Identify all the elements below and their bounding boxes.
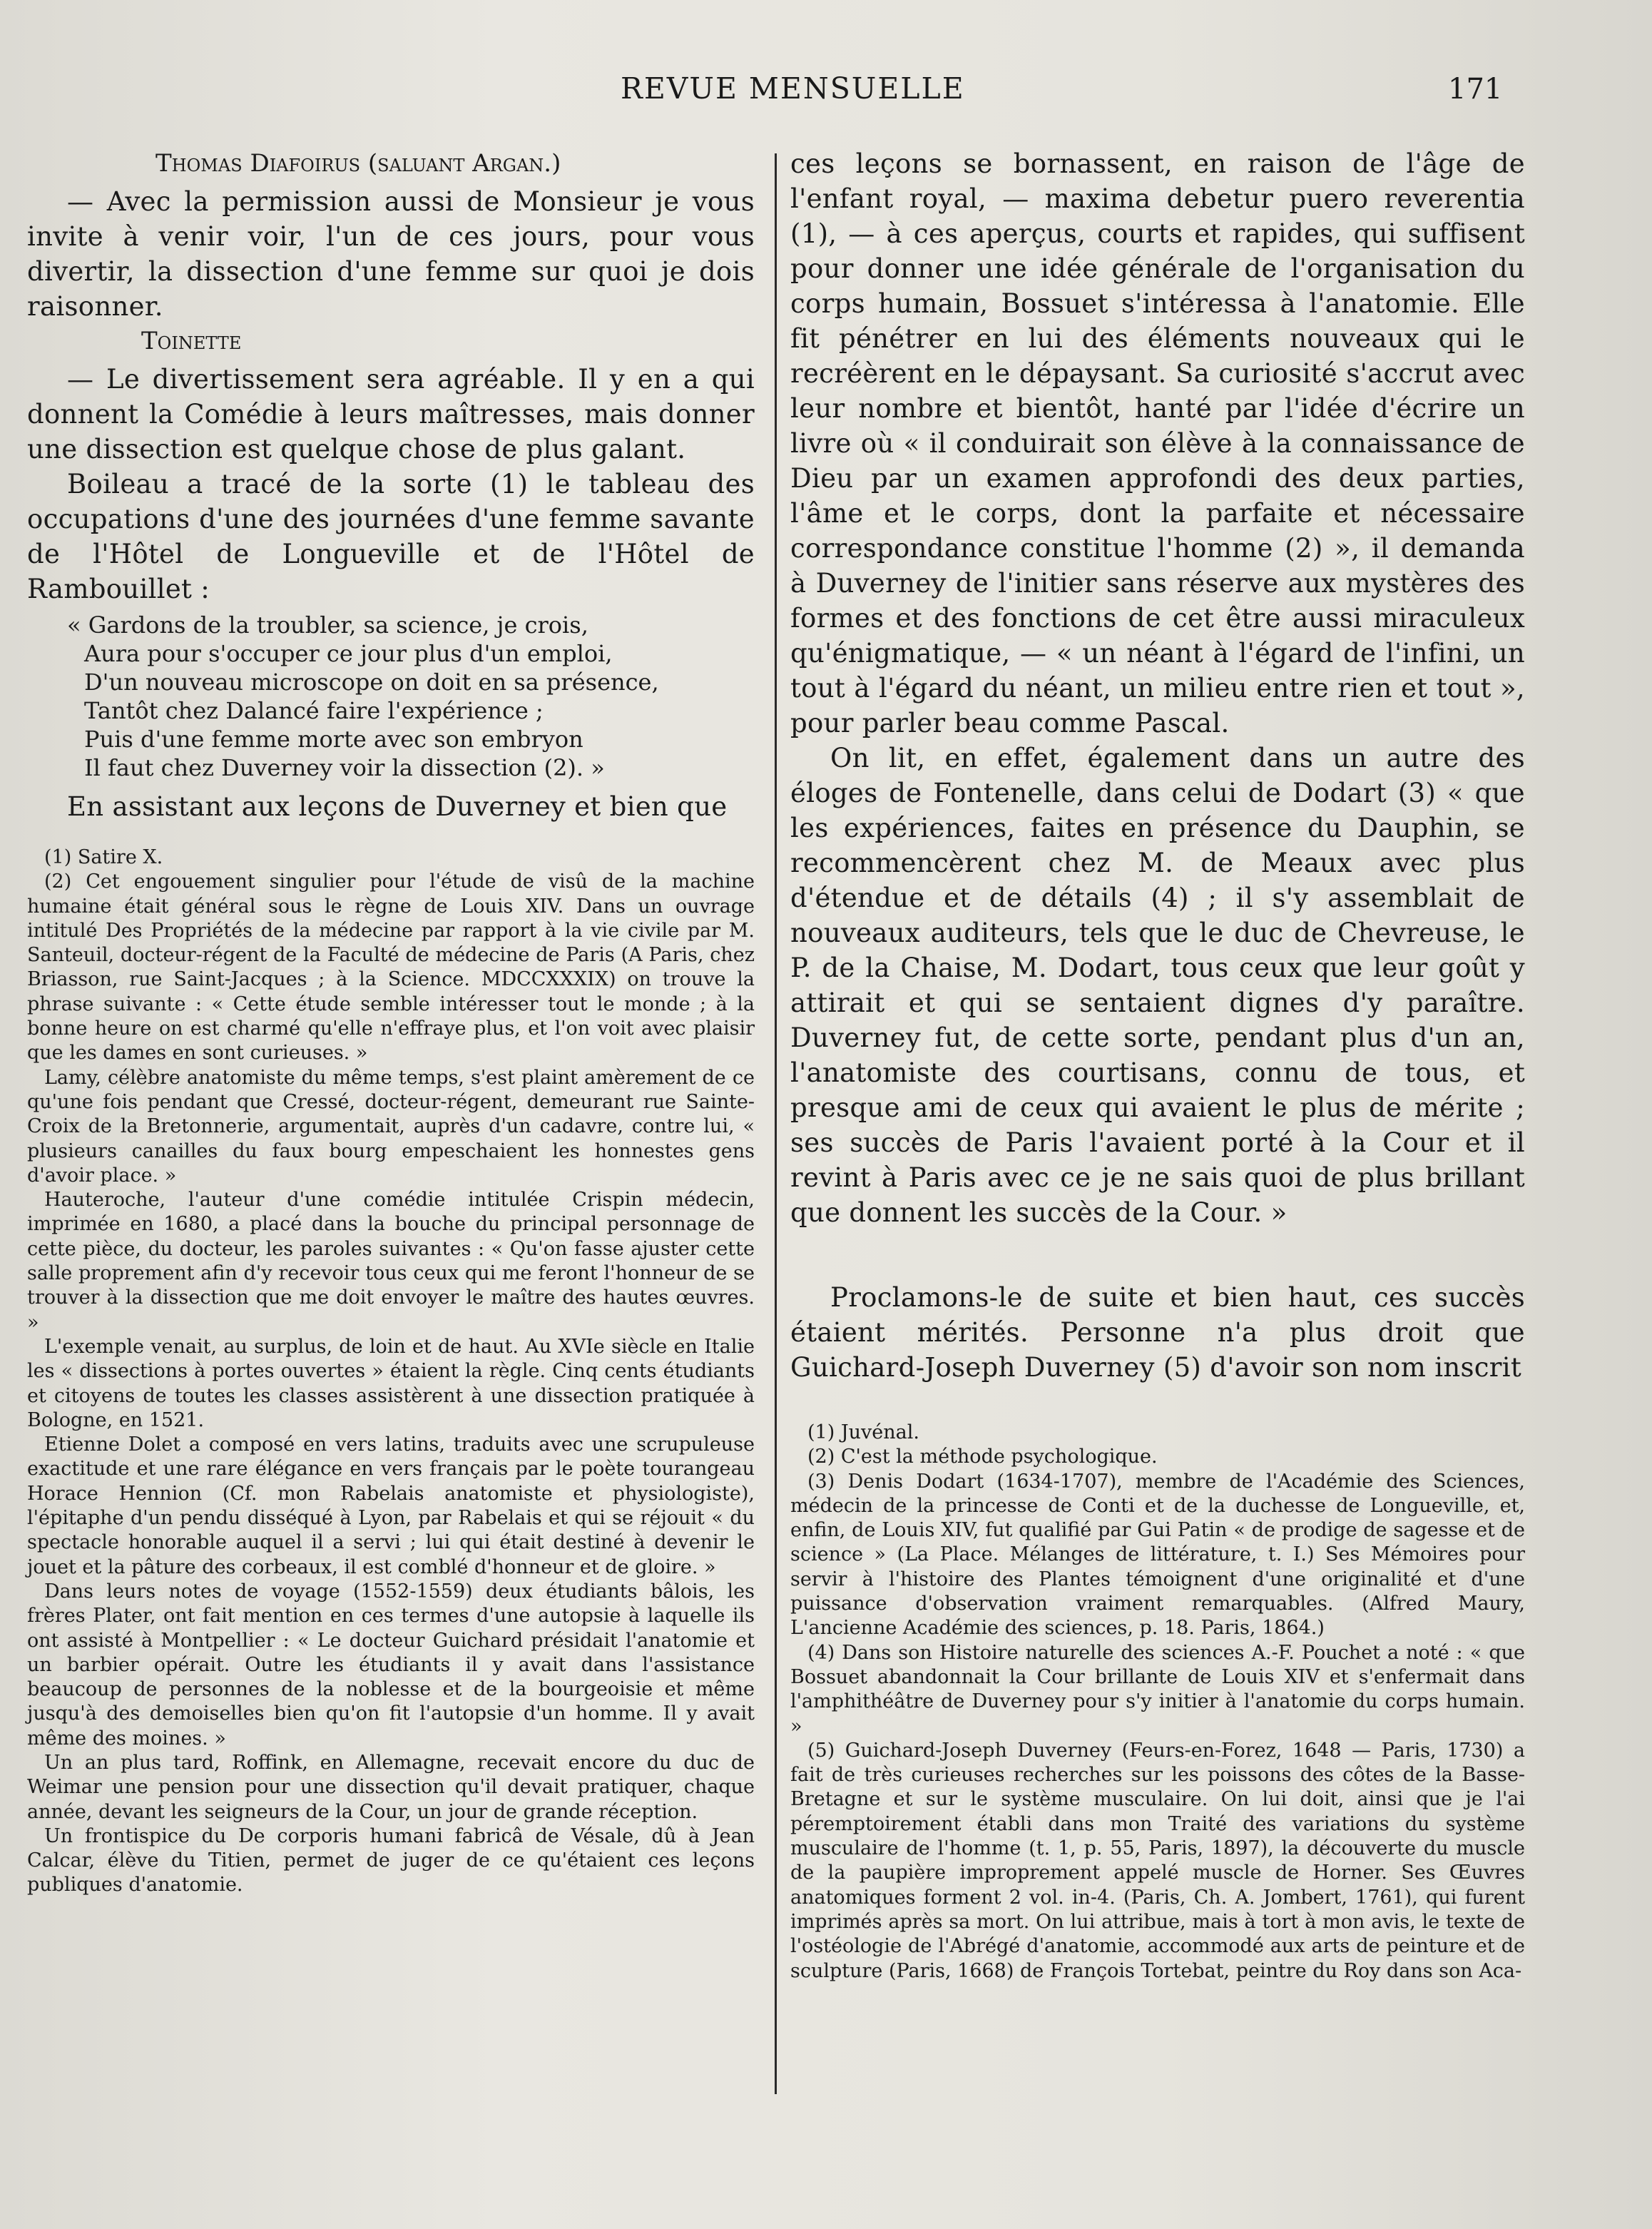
page-header	[0, 66, 1652, 116]
verse-line: Il faut chez Duverney voir la dissection (2). »	[84, 754, 605, 781]
footnote: Un frontispice du De corporis humani fabricâ de Vésale, dû à Jean Calcar, élève du Titien, permet de juger de ce qu'étaient ces leçons publiques d'anatomie.	[27, 1824, 755, 1897]
right-footnotes	[790, 1421, 1525, 1984]
footnote: (2) Cet engouement singulier pour l'étude de visû de la machine humaine était général sous le règne de Louis XIV. Dans un ouvrage intitulé Des Propriétés de la médecine par rapport à la vie civile par M. Santeuil, docteur-régent de la Faculté de médecine de Paris (A Paris, chez Briasson, rue Saint-Jacques ; à la Science. MDCCXXXIX) on trouve la phrase suivante : « Cette étude semble intéresser tout le monde ; à la bonne heure on est charmé qu'elle n'effraye plus, et l'on voit avec plaisir que les dames en sont curieuses. »	[27, 870, 755, 1065]
paragraph-boileau: Boileau a tracé de la sorte (1) le tableau des occupations d'une des journées d'une femme savante de l'Hôtel de Longueville et de l'Hôtel de Rambouillet :	[27, 469, 755, 604]
right-column	[790, 146, 1525, 1984]
footnote: (3) Denis Dodart (1634-1707), membre de l'Académie des Sciences, médecin de la princesse de Conti et de la duchesse de Longueville, et, enfin, de Louis XIV, fut qualifié par Gui Patin « de prodige de sagesse et de science » (La Place. Mélanges de littérature, t. I.) Ses Mémoires pour servir à l'histoire des Plantes témoignent d'une originalité et d'une puissance d'observation vraiment remarquables. (Alfred Maury, L'ancienne Académie des sciences, p. 18. Paris, 1864.)	[790, 1470, 1525, 1640]
footnote: (1) Satire X.	[44, 846, 163, 868]
running-title: REVUE MENSUELLE	[621, 71, 965, 106]
boileau-verse	[67, 611, 755, 782]
left-column	[27, 146, 755, 1898]
paragraph-proclamons: Proclamons-le de suite et bien haut, ces succès étaient mérités. Personne n'a plus droit que Guichard-Joseph Duverney (5) d'avoir son nom inscrit	[790, 1282, 1525, 1383]
footnote: Hauteroche, l'auteur d'une comédie intitulée Crispin médecin, imprimée en 1680, a placé dans la bouche du principal personnage de cette pièce, du docteur, les paroles suivantes : « Qu'on fasse ajuster cette salle proprement afin d'y recevoir tous ceux qui me feront l'honneur de se trouver à la dissection que me doit envoyer le maître des hautes œuvres. »	[27, 1189, 755, 1334]
section-gap	[790, 1230, 1525, 1280]
verse-line: D'un nouveau microscope on doit en sa présence,	[84, 669, 659, 696]
paragraph-duverney-lessons: En assistant aux leçons de Duverney et bien que	[67, 791, 728, 822]
verse-line: Puis d'une femme morte avec son embryon	[84, 726, 583, 753]
footnote: (4) Dans son Histoire naturelle des sciences A.-F. Pouchet a noté : « que Bossuet abandonnait la Cour brillante de Louis XIV et s'enfermait dans l'amphithéâtre de Duverney pour s'y initier à l'anatomie du corps humain. »	[790, 1641, 1525, 1737]
footnote: Lamy, célèbre anatomiste du même temps, s'est plaint amèrement de ce qu'une fois pendant que Cressé, docteur-régent, demeurant rue Sainte-Croix de la Bretonnerie, argumentait, auprès d'un cadavre, contre lui, « plusieurs canailles du faux bourg empeschaient les honnestes gens d'avoir place. »	[27, 1066, 755, 1187]
left-footnotes	[27, 846, 755, 1898]
footnote: Etienne Dolet a composé en vers latins, traduits avec une scrupuleuse exactitude et une rare élégance en vers français par le poète tourangeau Horace Hennion (Cf. mon Rabelais anatomiste et physiologiste), l'épitaphe d'un pendu disséqué à Lyon, par Rabelais et qui se réjouit « du spectacle honorable auquel il a servi ; lui qui était destiné à devenir le jouet et la pâture des corbeaux, il est comblé d'honneur et de gloire. »	[27, 1433, 755, 1578]
speech-diafoirus: — Avec la permission aussi de Monsieur je vous invite à venir voir, l'un de ces jours, pour vous divertir, la dissection d'une femme sur quoi je dois raisonner.	[27, 186, 755, 322]
speaker-toinette: Toinette	[141, 327, 242, 355]
footnote: (5) Guichard-Joseph Duverney (Feurs-en-Forez, 1648 — Paris, 1730) a fait de très curieuses recherches sur les poissons des côtes de la Basse-Bretagne et sur le système musculaire. On lui doit, ainsi que je l'ai péremptoirement établi dans mon Traité des variations du système musculaire de l'homme (t. 1, p. 55, Paris, 1897), la découverte du muscle de la paupière improprement appelé muscle de Horner. Ses Œuvres anatomiques forment 2 vol. in-4. (Paris, Ch. A. Jombert, 1761), qui furent imprimés après sa mort. On lui attribue, mais à tort à mon avis, le texte de l'ostéologie de l'Abrégé d'anatomie, accommodé aux arts de peinture et de sculpture (Paris, 1668) de François Tortebat, peintre du Roy dans son Aca-	[790, 1739, 1525, 1982]
speaker-diafoirus: Thomas Diafoirus (saluant Argan.)	[155, 149, 561, 178]
verse-line: Tantôt chez Dalancé faire l'expérience ;	[84, 697, 544, 724]
footnote: Un an plus tard, Roffink, en Allemagne, recevait encore du duc de Weimar une pension pour une dissection qu'il devait pratiquer, chaque année, devant les seigneurs de la Cour, un jour de grande réception.	[27, 1751, 755, 1823]
paragraph-bossuet: ces leçons se bornassent, en raison de l'âge de l'enfant royal, — maxima debetur puero reverentia (1), — à ces aperçus, courts et rapides, qui suffisent pour donner une idée générale de l'organisation du corps humain, Bossuet s'intéressa à l'anatomie. Elle fit pénétrer en lui des éléments nouveaux qui le recréèrent en le dépaysant. Sa curiosité s'accrut avec leur nombre et bientôt, hanté par l'idée d'écrire un livre où « il conduirait son élève à la connaissance de Dieu par un examen approfondi des deux parties, l'âme et le corps, dont la parfaite et nécessaire correspondance constitue l'homme (2) », il demanda à Duverney de l'initier sans réserve aux mystères des formes et des fonctions de cet être aussi miraculeux qu'énigmatique, — « un néant à l'égard de l'infini, un tout à l'égard du néant, un milieu entre rien et tout », pour parler beau comme Pascal.	[790, 148, 1525, 738]
page-number: 171	[1448, 73, 1503, 106]
verse-line: Aura pour s'occuper ce jour plus d'un emploi,	[84, 640, 613, 667]
footnote: L'exemple venait, au surplus, de loin et de haut. Au XVIe siècle en Italie les « dissections à portes ouvertes » étaient la règle. Cinq cents étudiants et citoyens de toutes les classes assistèrent à une dissection pratiquée à Bologne, en 1521.	[27, 1335, 755, 1431]
speech-toinette: — Le divertissement sera agréable. Il y en a qui donnent la Comédie à leurs maîtresses, mais donner une dissection est quelque chose de plus galant.	[27, 364, 755, 464]
footnote: (1) Juvénal.	[807, 1421, 919, 1443]
column-divider	[775, 153, 777, 2094]
footnote: Dans leurs notes de voyage (1552-1559) deux étudiants bâlois, les frères Plater, ont fait mention en ces termes d'une autopsie à laquelle ils ont assisté à Montpellier : « Le docteur Guichard présidait l'anatomie et un barbier opérait. Outre les étudiants il y avait dans l'assistance beaucoup de personnes de la noblesse et de la bourgeoisie et même jusqu'à des demoiselles bien qu'on fit l'autopsie d'un homme. Il y avait même des moines. »	[27, 1580, 755, 1750]
verse-line: « Gardons de la troubler, sa science, je crois,	[67, 611, 588, 639]
footnote: (2) C'est la méthode psychologique.	[807, 1446, 1158, 1468]
paragraph-fontenelle: On lit, en effet, également dans un autre des éloges de Fontenelle, dans celui de Dodart (3) « que les expériences, faites en présence du Dauphin, se recommencèrent chez M. de Meaux avec plus d'étendue et de détails (4) ; il s'y assemblait de nouveaux auditeurs, tels que le duc de Chevreuse, le P. de la Chaise, M. Dodart, tous ceux que leur goût y attirait et qui se sentaient dignes d'y paraître. Duverney fut, de cette sorte, pendant plus d'un an, l'anatomiste des courtisans, connu de tous, et presque ami de ceux qui avaient le plus de mérite ; ses succès de Paris l'avaient porté à la Cour et il revint à Paris avec ce je ne sais quoi de plus brillant que donnent les succès de la Cour. »	[790, 743, 1525, 1228]
